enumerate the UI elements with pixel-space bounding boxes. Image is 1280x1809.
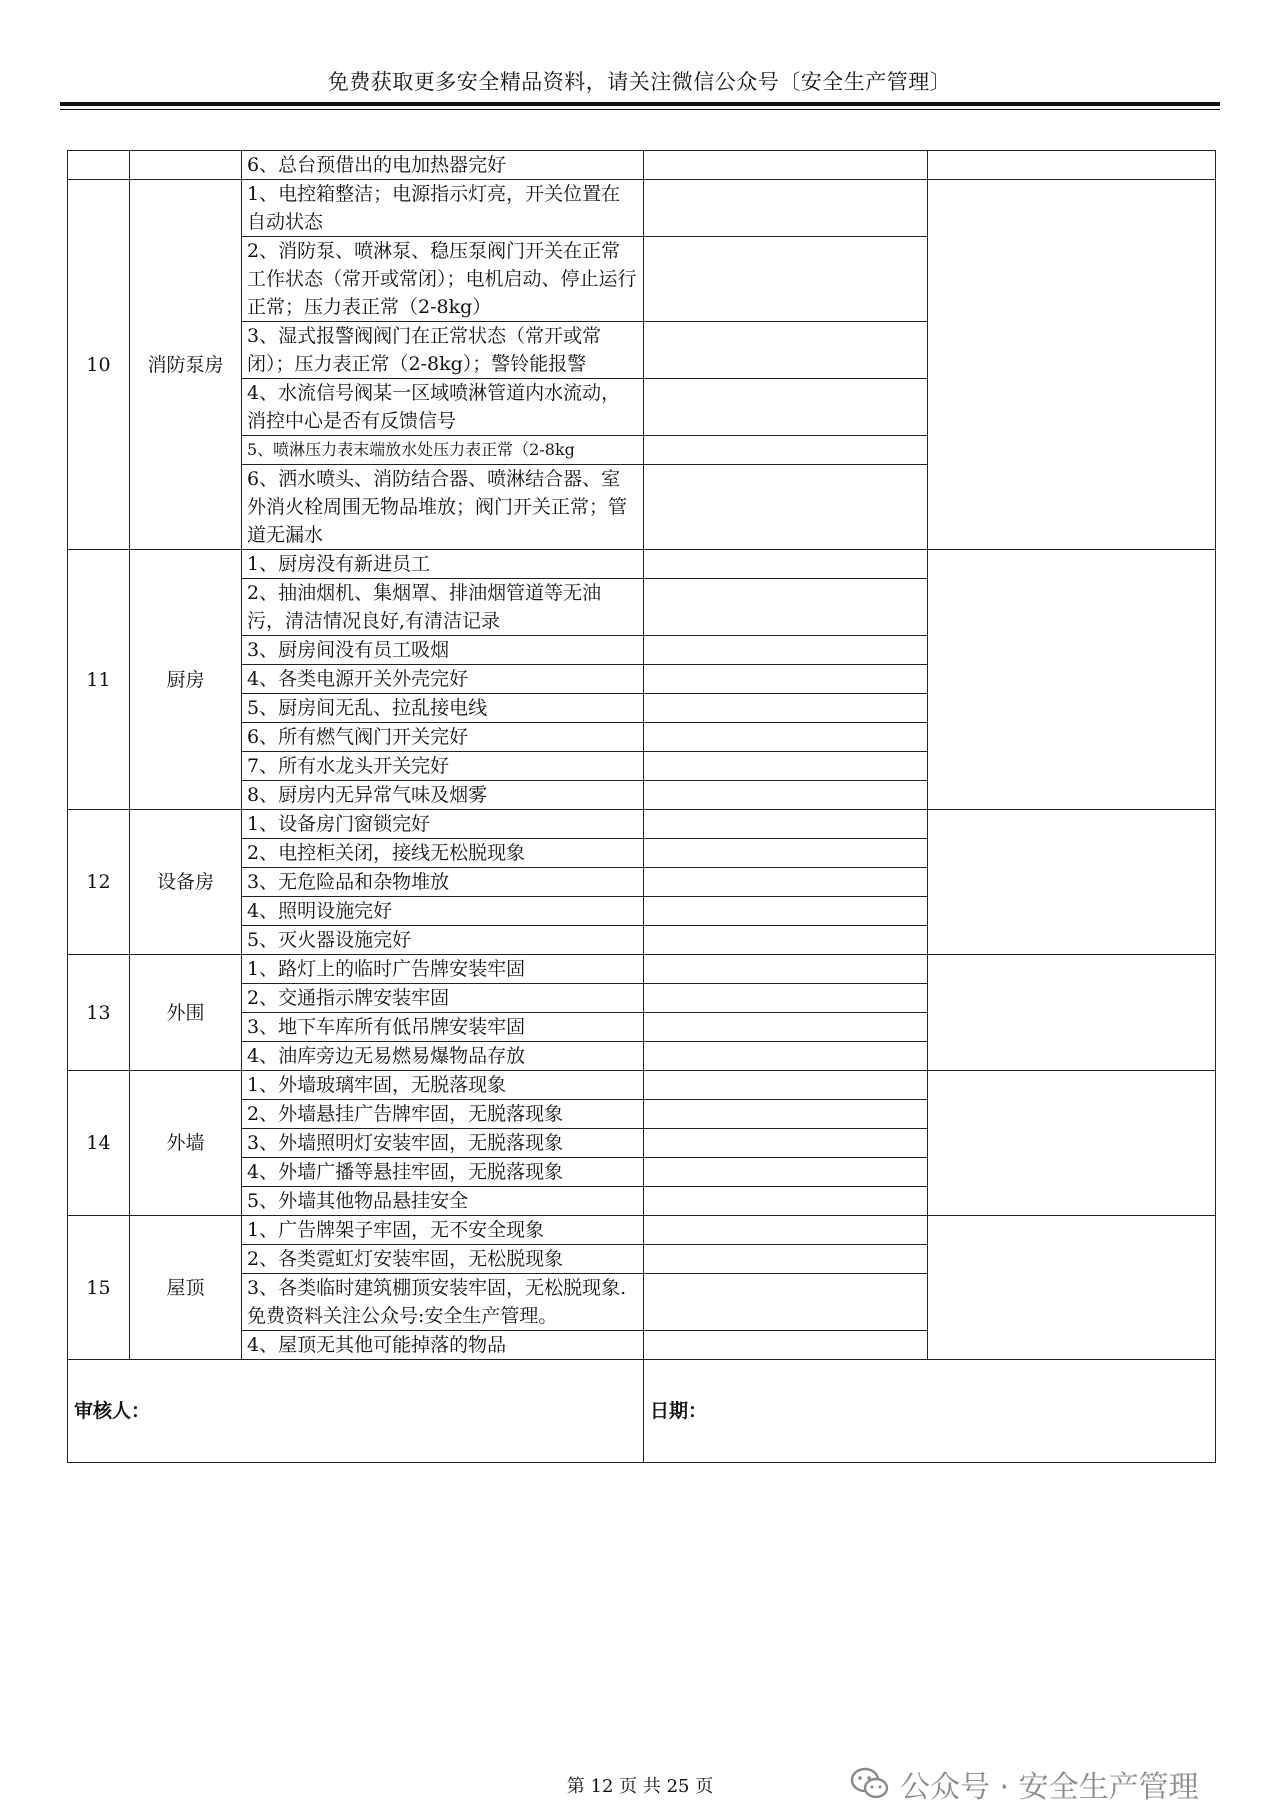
- check-item: 2、电控柜关闭，接线无松脱现象: [242, 839, 644, 868]
- result-cell[interactable]: [644, 1100, 928, 1129]
- check-item: 6、总台预借出的电加热器完好: [242, 151, 644, 180]
- check-item: 3、无危险品和杂物堆放: [242, 868, 644, 897]
- check-item: 2、消防泵、喷淋泵、稳压泵阀门开关在正常工作状态（常开或常闭）；电机启动、停止运行正常；压力表正常（2-8kg）: [242, 237, 644, 322]
- table-row: [68, 1216, 1216, 1245]
- result-cell[interactable]: [644, 1216, 928, 1245]
- result-cell[interactable]: [644, 1245, 928, 1274]
- result-cell[interactable]: [644, 379, 928, 436]
- section-area: [130, 151, 242, 180]
- watermark-text: 公众号 · 安全生产管理: [900, 1770, 1199, 1805]
- result-cell[interactable]: [644, 984, 928, 1013]
- result-cell[interactable]: [644, 868, 928, 897]
- result-cell[interactable]: [644, 579, 928, 636]
- result-cell[interactable]: [644, 897, 928, 926]
- check-item: 1、外墙玻璃牢固，无脱落现象: [242, 1071, 644, 1100]
- check-item: 5、喷淋压力表末端放水处压力表正常（2-8kg: [242, 436, 644, 465]
- result-cell[interactable]: [644, 1071, 928, 1100]
- watermark: [850, 1762, 1199, 1806]
- header-rule-thick: [60, 102, 1220, 106]
- section-area: 外围: [130, 955, 242, 1071]
- result-cell[interactable]: [644, 781, 928, 810]
- result-cell[interactable]: [644, 151, 928, 180]
- check-item: 8、厨房内无异常气味及烟雾: [242, 781, 644, 810]
- check-item: 3、地下车库所有低吊牌安装牢固: [242, 1013, 644, 1042]
- check-item: 1、路灯上的临时广告牌安装牢固: [242, 955, 644, 984]
- check-item: 4、各类电源开关外壳完好: [242, 665, 644, 694]
- check-item: 1、广告牌架子牢固，无不安全现象: [242, 1216, 644, 1245]
- remark-cell[interactable]: [928, 955, 1216, 1071]
- check-item: 1、厨房没有新进员工: [242, 550, 644, 579]
- result-cell[interactable]: [644, 810, 928, 839]
- result-cell[interactable]: [644, 436, 928, 465]
- result-cell[interactable]: [644, 1331, 928, 1360]
- section-number: 13: [68, 955, 130, 1071]
- check-item: 1、电控箱整洁；电源指示灯亮，开关位置在自动状态: [242, 180, 644, 237]
- result-cell[interactable]: [644, 1274, 928, 1331]
- result-cell[interactable]: [644, 694, 928, 723]
- remark-cell[interactable]: [928, 1071, 1216, 1216]
- check-item: 7、所有水龙头开关完好: [242, 752, 644, 781]
- wechat-icon: [850, 1767, 890, 1801]
- section-area: 外墙: [130, 1071, 242, 1216]
- check-item: 2、各类霓虹灯安装牢固，无松脱现象: [242, 1245, 644, 1274]
- table-row: [68, 955, 1216, 984]
- check-item: 3、厨房间没有员工吸烟: [242, 636, 644, 665]
- check-item: 2、抽油烟机、集烟罩、排油烟管道等无油污，清洁情况良好,有清洁记录: [242, 579, 644, 636]
- result-cell[interactable]: [644, 752, 928, 781]
- check-item: 2、交通指示牌安装牢固: [242, 984, 644, 1013]
- check-item: 4、照明设施完好: [242, 897, 644, 926]
- section-area: 厨房: [130, 550, 242, 810]
- check-item: 4、油库旁边无易燃易爆物品存放: [242, 1042, 644, 1071]
- page-header: 免费获取更多安全精品资料，请关注微信公众号〔安全生产管理〕: [327, 70, 952, 94]
- section-area: 屋顶: [130, 1216, 242, 1360]
- check-item: 3、各类临时建筑棚顶安装牢固，无松脱现象.免费资料关注公众号:安全生产管理。: [242, 1274, 644, 1331]
- table-row: [68, 550, 1216, 579]
- result-cell[interactable]: [644, 465, 928, 550]
- section-number: 14: [68, 1071, 130, 1216]
- check-item: 6、洒水喷头、消防结合器、喷淋结合器、室外消火栓周围无物品堆放；阀门开关正常；管道无漏水: [242, 465, 644, 550]
- section-number: [68, 151, 130, 180]
- section-area: 设备房: [130, 810, 242, 955]
- section-number: 12: [68, 810, 130, 955]
- result-cell[interactable]: [644, 839, 928, 868]
- table-row: [68, 180, 1216, 237]
- remark-cell[interactable]: [928, 550, 1216, 810]
- result-cell[interactable]: [644, 955, 928, 984]
- table-row: [68, 810, 1216, 839]
- check-item: 3、外墙照明灯安装牢固，无脱落现象: [242, 1129, 644, 1158]
- result-cell[interactable]: [644, 322, 928, 379]
- section-number: 11: [68, 550, 130, 810]
- reviewer-label[interactable]: 审核人：: [68, 1360, 644, 1463]
- result-cell[interactable]: [644, 1187, 928, 1216]
- section-number: 10: [68, 180, 130, 550]
- result-cell[interactable]: [644, 926, 928, 955]
- check-item: 4、水流信号阀某一区域喷淋管道内水流动，消控中心是否有反馈信号: [242, 379, 644, 436]
- section-area: 消防泵房: [130, 180, 242, 550]
- signature-row: [68, 1360, 1216, 1463]
- inspection-table: [67, 150, 1216, 1463]
- check-item: 5、灭火器设施完好: [242, 926, 644, 955]
- check-item: 5、厨房间无乱、拉乱接电线: [242, 694, 644, 723]
- result-cell[interactable]: [644, 1013, 928, 1042]
- remark-cell[interactable]: [928, 1216, 1216, 1360]
- header-rule-thin: [60, 109, 1220, 110]
- result-cell[interactable]: [644, 1042, 928, 1071]
- result-cell[interactable]: [644, 1129, 928, 1158]
- result-cell[interactable]: [644, 550, 928, 579]
- page-number: 第 12 页 共 25 页: [566, 1776, 714, 1797]
- date-label[interactable]: 日期：: [644, 1360, 1216, 1463]
- check-item: 4、外墙广播等悬挂牢固，无脱落现象: [242, 1158, 644, 1187]
- result-cell[interactable]: [644, 1158, 928, 1187]
- result-cell[interactable]: [644, 180, 928, 237]
- result-cell[interactable]: [644, 237, 928, 322]
- table-row: [68, 151, 1216, 180]
- check-item: 3、湿式报警阀阀门在正常状态（常开或常闭）；压力表正常（2-8kg）；警铃能报警: [242, 322, 644, 379]
- section-number: 15: [68, 1216, 130, 1360]
- check-item: 4、屋顶无其他可能掉落的物品: [242, 1331, 644, 1360]
- table-row: [68, 1071, 1216, 1100]
- result-cell[interactable]: [644, 636, 928, 665]
- remark-cell[interactable]: [928, 151, 1216, 180]
- result-cell[interactable]: [644, 665, 928, 694]
- result-cell[interactable]: [644, 723, 928, 752]
- remark-cell[interactable]: [928, 810, 1216, 955]
- remark-cell[interactable]: [928, 180, 1216, 550]
- check-item: 1、设备房门窗锁完好: [242, 810, 644, 839]
- check-item: 2、外墙悬挂广告牌牢固，无脱落现象: [242, 1100, 644, 1129]
- check-item: 5、外墙其他物品悬挂安全: [242, 1187, 644, 1216]
- check-item: 6、所有燃气阀门开关完好: [242, 723, 644, 752]
